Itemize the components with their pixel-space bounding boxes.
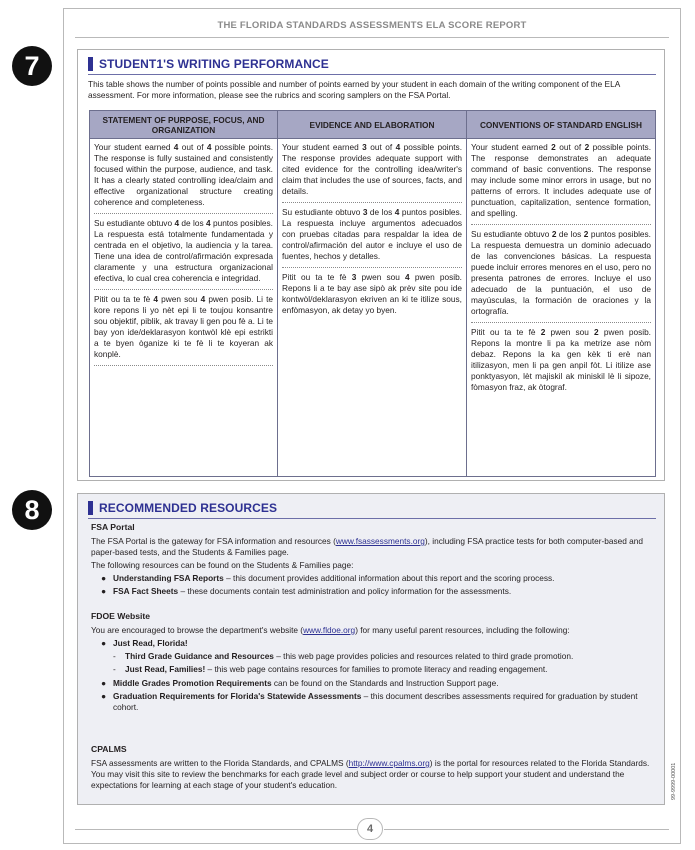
spanish-score-text: Su estudiante obtuvo 4 de los 4 puntos posibles. La respuesta está totalmente fundamentada y centrada en el objetivo, la audiencia y la tarea. Tiene una idea de control/afirmación expresada claramente y una estructura organizacional efectiva, lo cual crea coherencia e integridad. (94, 218, 273, 283)
fdoe-link[interactable]: www.fldoe.org (303, 625, 356, 635)
cpalms-heading: CPALMS (91, 744, 127, 754)
divider (471, 322, 651, 323)
cpalms-link[interactable]: http://www.cpalms.org (348, 758, 430, 768)
step-8-badge: 8 (12, 490, 52, 530)
fsa-portal-paragraph: The FSA Portal is the gateway for FSA information and resources (www.fsassessments.org), including FSA practice tests for both computer-based and paper-based tests, and the Students & Families page. (91, 536, 644, 557)
writing-domain-table (89, 110, 656, 477)
resources-section-title: RECOMMENDED RESOURCES (99, 501, 278, 515)
resources-section-header (88, 500, 277, 516)
column-header: EVIDENCE AND ELABORATION (278, 111, 467, 138)
list-item: ● Middle Grades Promotion Requirements can be found on the Standards and Instruction Support page. (101, 678, 499, 688)
section-marker (88, 501, 93, 515)
haitian-creole-score-text: Pitit ou ta te fè 2 pwen sou 2 pwen posib. Repons la montre li pa ka metrize ase nòm debaz. Repons la ka gen kèk ti erè nan itilizasyon, men li pa gen anpil fòt. Li itilize ase ponktyasyon, lèt majiskil ak miniskil lè li sipoze, fòmasyon fraz, ak òtograf. (471, 327, 651, 392)
bullet-icon: ● (101, 678, 107, 688)
haitian-creole-score-text: Pitit ou ta te fè 4 pwen sou 4 pwen posib. Li te kore repons li yo nèt epi li te toujou konsantre sou objektif, piblik, ak travay li gen pou fè a. Li te bay yon ide/deklarasyon kontwòl klè epi estrikti a te byen òganize ki te fè li te koyeran ak konplè. (94, 294, 274, 359)
cpalms-block (91, 744, 656, 791)
english-score-text: Your student earned 3 out of 4 possible points. The response provides adequate support with cited evidence for the controlling idea/writer's claim that includes the use of sources, facts, and details. (282, 142, 463, 196)
footer-rule (75, 829, 357, 830)
divider (94, 365, 273, 366)
fsa-portal-list (91, 573, 656, 597)
header-rule (88, 74, 656, 75)
fdoe-list (91, 638, 656, 713)
writing-section-title: STUDENT1'S WRITING PERFORMANCE (99, 57, 329, 71)
fdoe-paragraph: You are encouraged to browse the department's website (www.fldoe.org) for many useful parent resources, including the following: (91, 625, 570, 635)
bullet-icon: ● (101, 691, 107, 701)
footer-rule (384, 829, 669, 830)
sub-list-item: - Third Grade Guidance and Resources – this web page provides policies and resources related to third grade promotion. (113, 651, 574, 661)
recommended-resources-section (77, 493, 665, 805)
bullet-icon: ● (101, 573, 107, 583)
sub-list-item: - Just Read, Families! – this web page contains resources for families to promote literacy and reading engagement. (113, 664, 548, 674)
table-column (467, 139, 655, 476)
step-7-badge: 7 (12, 46, 52, 86)
list-item: ● Just Read, Florida! (101, 638, 188, 648)
spanish-score-text: Su estudiante obtuvo 2 de los 2 puntos posibles. La respuesta demuestra un dominio adecuado de las convenciones básicas. La respuesta puede incluir errores menores en el uso, pero no presenta patrones de errores. Incluye el uso adecuado de la puntuación, el uso de mayúsculas, la formación de oraciones y la ortografía. (471, 229, 651, 316)
form-code: 99-9999-00001 (671, 762, 677, 800)
divider (282, 202, 462, 203)
sub-list (101, 651, 656, 675)
fdoe-block (91, 611, 656, 713)
page-number: 4 (357, 818, 383, 840)
fsa-portal-block (91, 522, 656, 597)
column-header: STATEMENT OF PURPOSE, FOCUS, AND ORGANIZATION (90, 111, 278, 138)
fsa-portal-link[interactable]: www.fsassessments.org (335, 536, 425, 546)
list-item: ● Understanding FSA Reports – this document provides additional information about this report and the scoring process. (101, 573, 555, 583)
spanish-score-text: Su estudiante obtuvo 3 de los 4 puntos posibles. La respuesta incluye argumentos adecuados con pruebas citadas para respaldar la idea de control/afirmación del autor e incluye el uso de fuentes, hechos y detalles. (282, 207, 462, 261)
fsa-portal-list-intro: The following resources can be found on the Students & Families page: (91, 560, 354, 570)
list-item: ● FSA Fact Sheets – these documents contain test administration and policy information for the assessments. (101, 586, 512, 596)
table-body (90, 139, 655, 476)
list-item: ● Graduation Requirements for Florida's Statewide Assessments – this document describes assessments required for graduation by student cohort. (101, 691, 638, 712)
fsa-portal-heading: FSA Portal (91, 522, 135, 532)
section-marker (88, 57, 93, 71)
divider (282, 267, 462, 268)
bullet-icon: ● (101, 638, 107, 648)
table-column (278, 139, 467, 476)
divider (94, 213, 273, 214)
writing-section-header (88, 56, 329, 72)
haitian-creole-score-text: Pitit ou ta te fè 3 pwen sou 4 pwen posib. Repons li a te bay ase sipò ak prèv site pou ide kontwòl/deklarasyon ekriven an ki te itilize sous, enfòmasyon, ak detay yo byen. (282, 272, 462, 315)
cpalms-paragraph: FSA assessments are written to the Florida Standards, and CPALMS (http://www.cpalms.org) is the portal for resources related to the Florida Standards. You may visit this site to review the benchmarks for each grade level and subject order or course to help support your student and understand the expectations for learning at each stage of your student's education. (91, 758, 650, 790)
table-header-row (90, 111, 655, 139)
writing-performance-section (77, 49, 665, 481)
fdoe-heading: FDOE Website (91, 611, 151, 621)
table-column (90, 139, 278, 476)
column-header: CONVENTIONS OF STANDARD ENGLISH (479, 119, 643, 130)
title-rule (75, 37, 669, 38)
header-rule (88, 518, 656, 519)
divider (471, 224, 651, 225)
english-score-text: Your student earned 4 out of 4 possible points. The response is fully sustained and consistently focused within the purpose, audience, and task. It has a clearly stated controlling idea/claim and effective organizational structure creating coherence and completeness. (94, 142, 274, 207)
english-score-text: Your student earned 2 out of 2 possible points. The response demonstrates an adequate command of basic conventions. The response may include some minor errors in usage, but no patterns of errors. It includes adequate use of punctuation, capitalization, sentence formation, and spelling. (471, 142, 652, 218)
bullet-icon: ● (101, 586, 107, 596)
divider (94, 289, 273, 290)
writing-intro: This table shows the number of points possible and number of points earned by your student in each domain of the writing component of the ELA assessment. For more information, please see the rubrics and scoring samplers on the FSA Portal. (88, 79, 620, 100)
report-title: THE FLORIDA STANDARDS ASSESSMENTS ELA SCORE REPORT (217, 20, 527, 31)
